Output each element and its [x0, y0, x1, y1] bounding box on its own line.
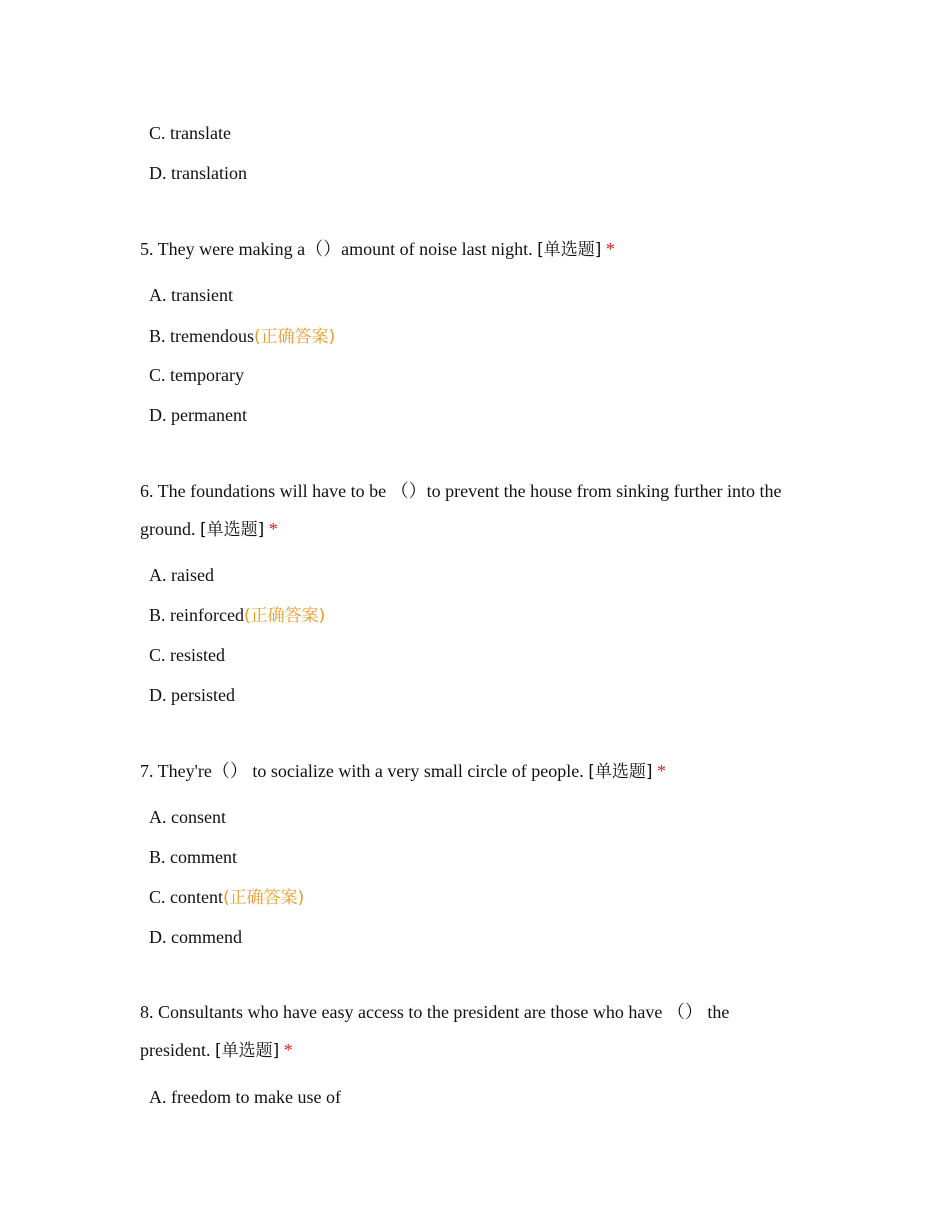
option-text: B. reinforced: [149, 605, 244, 625]
q5-question: [140, 230, 810, 269]
question-type-tag: [单选题]: [200, 520, 265, 540]
q6-option-d: [149, 683, 235, 707]
q6-option-c: [149, 643, 225, 667]
option-text: A. freedom to make use of: [149, 1087, 341, 1107]
option-text: A. raised: [149, 565, 214, 585]
q7-option-b: [149, 845, 237, 869]
q7-option-d: [149, 925, 242, 949]
q4-option-d: [149, 161, 247, 185]
option-text: B. tremendous: [149, 326, 254, 346]
option-text: A. transient: [149, 285, 233, 305]
q5-option-c: [149, 363, 244, 387]
option-text: C. content: [149, 887, 223, 907]
question-type-tag: [单选题]: [537, 240, 602, 260]
q8-question: [140, 993, 780, 1070]
question-text: 6. The foundations will have to be （）to prevent the house from sinking further into the ground.: [140, 481, 782, 539]
option-text: B. comment: [149, 847, 237, 867]
option-text: C. temporary: [149, 365, 244, 385]
question-text: 7. They're（） to socialize with a very small circle of people.: [140, 761, 584, 781]
required-marker: *: [283, 1040, 293, 1060]
q8-option-a: [149, 1085, 341, 1109]
question-type-tag: [单选题]: [588, 762, 653, 782]
required-marker: *: [605, 239, 615, 259]
correct-answer-label: (正确答案): [254, 327, 336, 347]
q6-option-a: [149, 563, 214, 587]
option-text: D. persisted: [149, 685, 235, 705]
q4-option-c: [149, 121, 231, 145]
q5-option-a: [149, 283, 233, 307]
question-text: 5. They were making a（）amount of noise last night.: [140, 239, 533, 259]
q5-option-d: [149, 403, 247, 427]
q7-option-a: [149, 805, 226, 829]
required-marker: *: [268, 519, 278, 539]
option-text: D. translation: [149, 163, 247, 183]
option-text: D. permanent: [149, 405, 247, 425]
option-text: D. commend: [149, 927, 242, 947]
correct-answer-label: (正确答案): [223, 888, 305, 908]
correct-answer-label: (正确答案): [243, 606, 326, 626]
option-text: A. consent: [149, 807, 226, 827]
question-text: 8. Consultants who have easy access to the president are those who have （） the president.: [140, 1002, 730, 1060]
option-text: C. translate: [149, 123, 231, 143]
q6-question: [140, 472, 810, 549]
q7-option-c: [149, 885, 304, 910]
q6-option-b: [149, 603, 325, 628]
q5-option-b: [149, 324, 335, 349]
question-type-tag: [单选题]: [214, 1041, 280, 1061]
q7-question: [140, 752, 810, 791]
required-marker: *: [657, 761, 667, 781]
option-text: C. resisted: [149, 645, 225, 665]
